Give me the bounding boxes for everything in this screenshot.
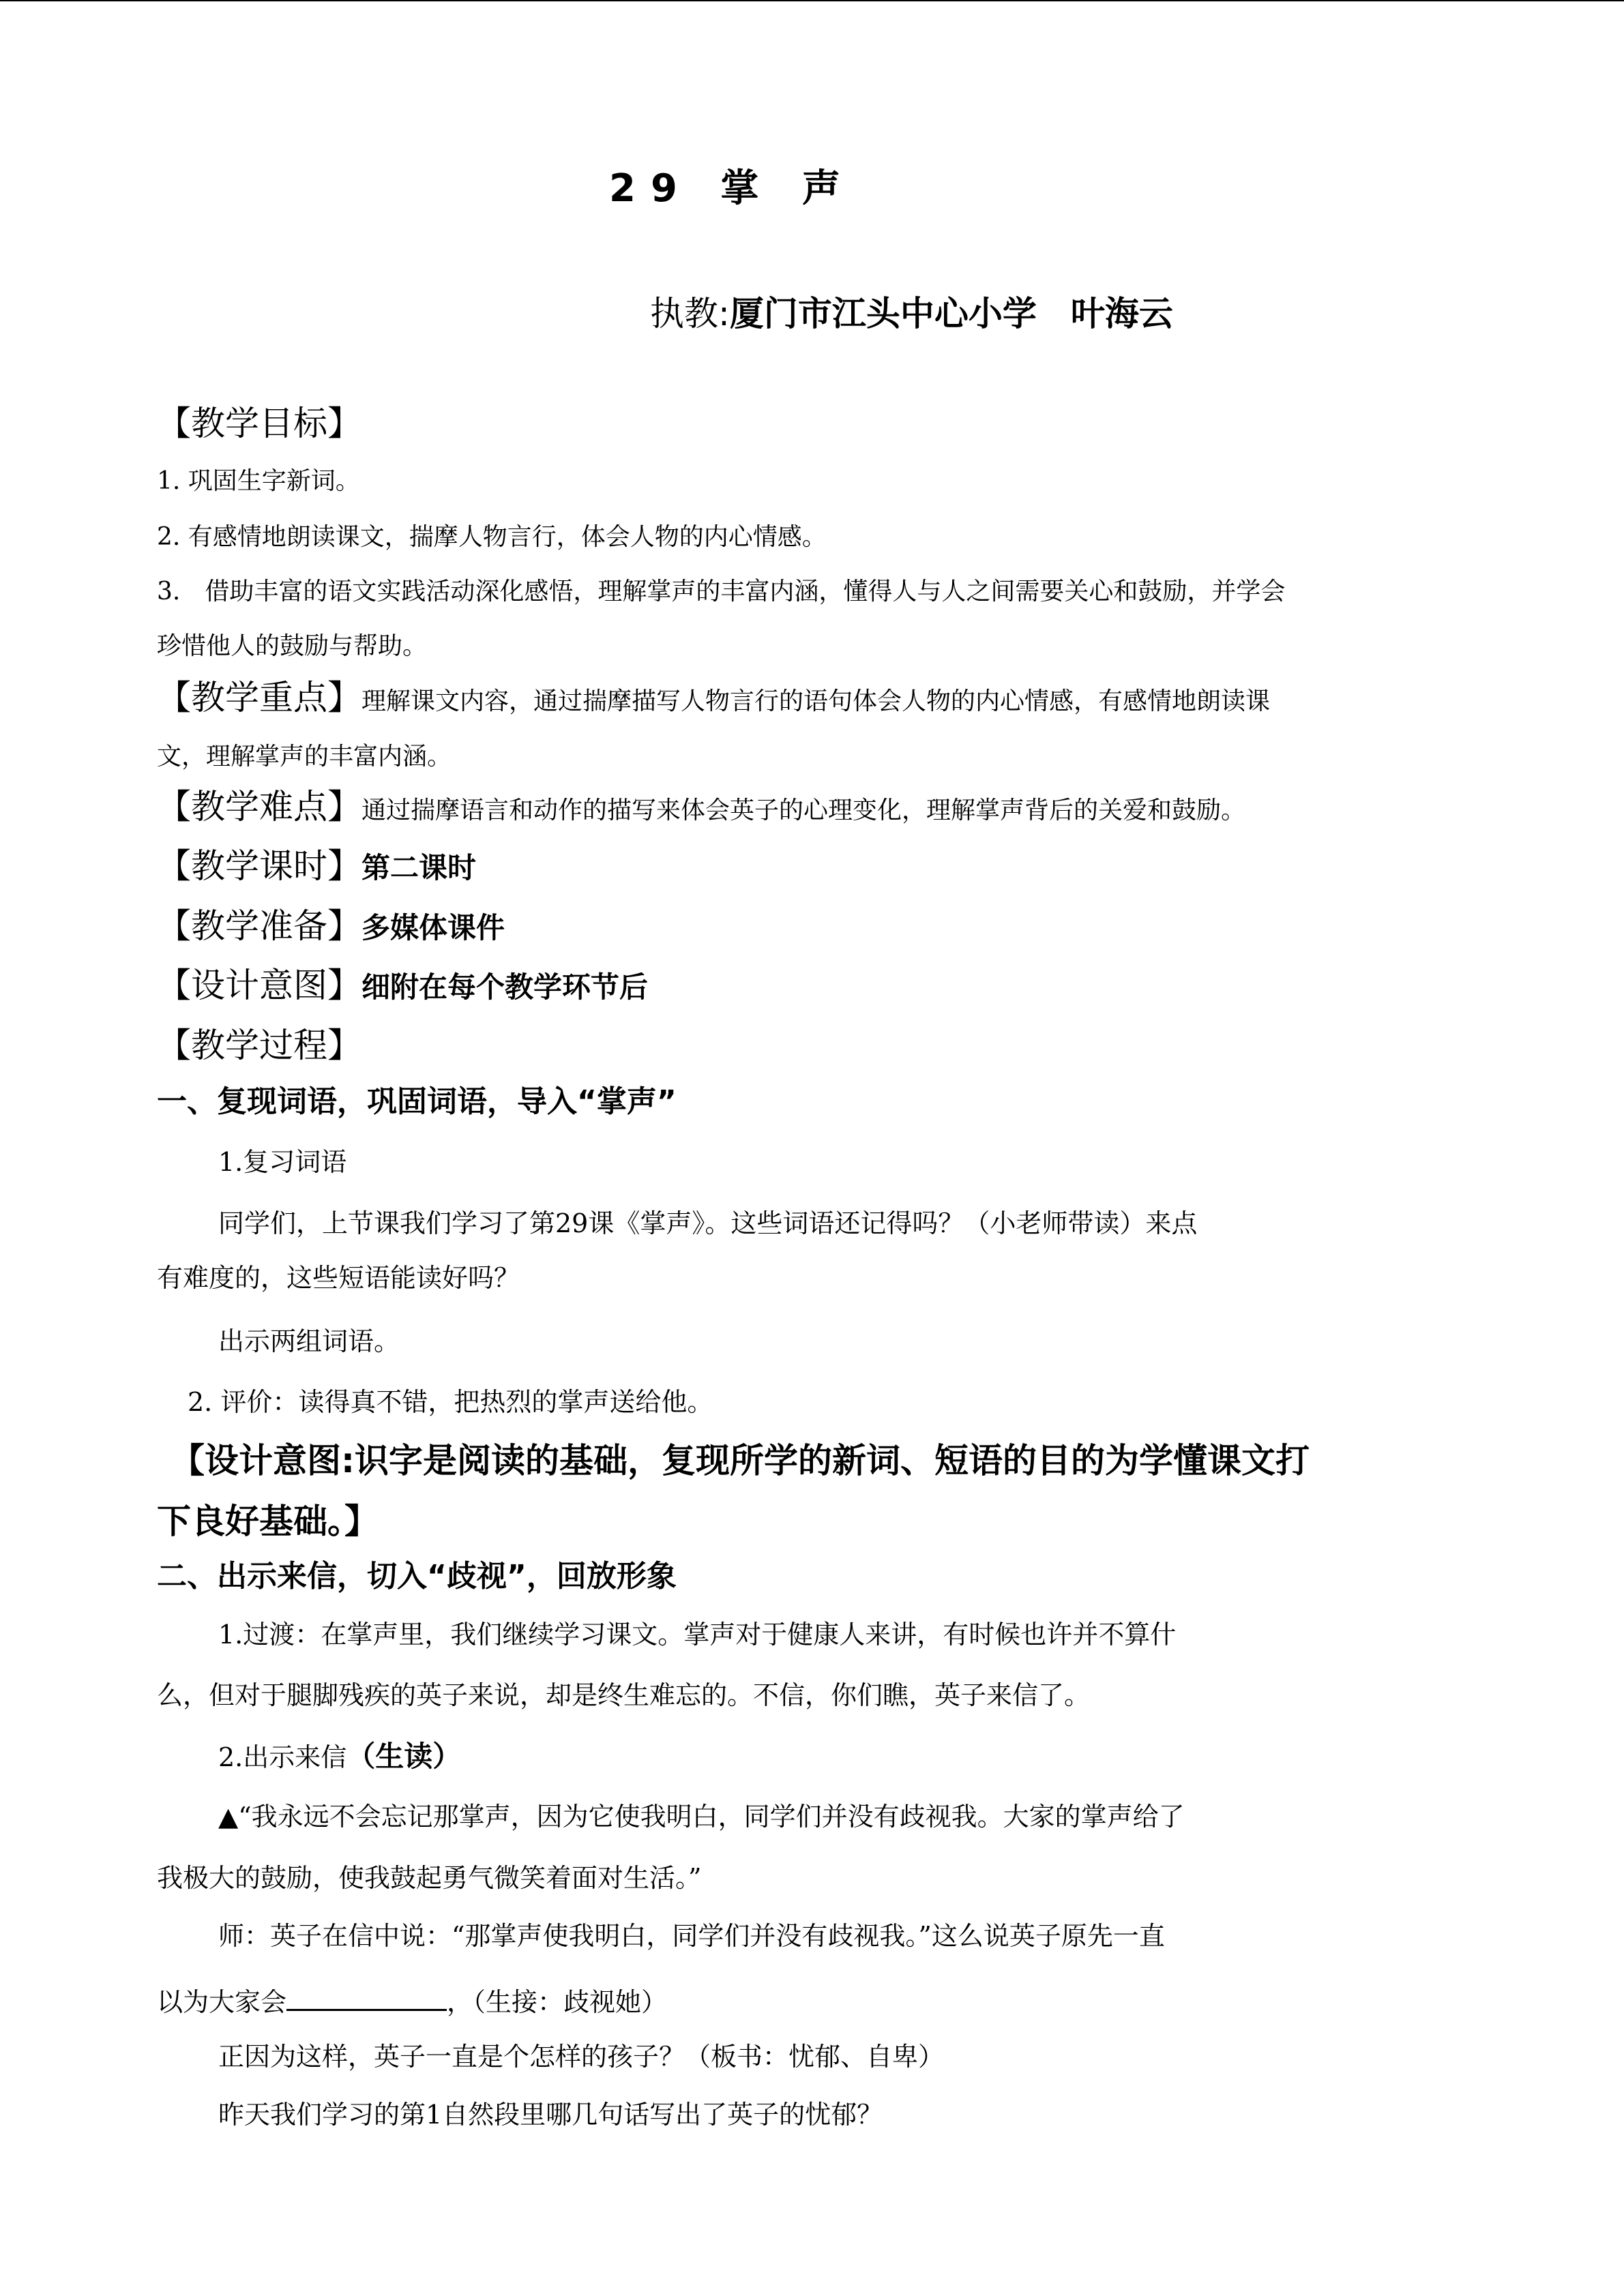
intent-heading: 【设计意图】 xyxy=(157,966,361,1005)
intent-line xyxy=(157,966,649,1005)
author-name: 厦门市江头中心小学 叶海云 xyxy=(729,294,1173,333)
process-heading: 【教学过程】 xyxy=(157,1026,361,1065)
focus-text-cont: 文，理解掌声的丰富内涵。 xyxy=(157,743,452,771)
section-2-para-1: 1.过渡：在掌声里，我们继续学习课文。掌声对于健康人来讲，有时候也许并不算什 xyxy=(218,1620,1177,1650)
difficulty-heading: 【教学难点】 xyxy=(157,787,361,826)
section-1-para-2: 出示两组词语。 xyxy=(218,1326,400,1356)
letter-quote: ▲“我永远不会忘记那掌声，因为它使我明白，同学们并没有歧视我。大家的掌声给了 xyxy=(218,1802,1185,1832)
section-1-para-1: 同学们，上节课我们学习了第29课《掌声》。这些词语还记得吗？（小老师带读）来点 xyxy=(218,1208,1198,1238)
focus-text: 理解课文内容，通过揣摩描写人物言行的语句体会人物的内心情感，有感情地朗读课 xyxy=(361,687,1271,715)
section-2-step-2 xyxy=(218,1742,461,1771)
section-2-para-1-cont: 么，但对于腿脚残疾的英子来说，却是终生难忘的。不信，你们瞧，英子来信了。 xyxy=(157,1680,1091,1710)
difficulty-line xyxy=(157,787,1246,826)
show-letter-label: 2.出示来信 xyxy=(218,1742,347,1772)
author-label: 执教: xyxy=(650,294,730,333)
students-read-label: （生读） xyxy=(346,1740,462,1773)
design-note-1-cont: 下良好基础。】 xyxy=(157,1502,379,1541)
teacher-line-4: 昨天我们学习的第1自然段里哪几句话写出了英子的忧郁？ xyxy=(218,2100,883,2130)
period-line xyxy=(157,846,477,886)
section-1-step-2: 2. 评价：读得真不错，把热烈的掌声送给他。 xyxy=(188,1387,713,1417)
intent-text: 细附在每个教学环节后 xyxy=(361,970,649,1004)
prep-line xyxy=(157,906,505,946)
period-text: 第二课时 xyxy=(361,851,477,884)
fill-in-prefix: 以为大家会 xyxy=(157,1987,287,2017)
top-border xyxy=(0,0,1624,1)
prep-text: 多媒体课件 xyxy=(361,911,505,944)
goals-heading: 【教学目标】 xyxy=(157,404,361,443)
section-1-title: 一、复现词语，巩固词语，导入“掌声” xyxy=(157,1084,677,1119)
section-1-para-1-cont: 有难度的，这些短语能读好吗？ xyxy=(157,1263,520,1293)
focus-line xyxy=(157,678,1271,717)
period-heading: 【教学课时】 xyxy=(157,846,361,886)
teacher-line-1: 师：英子在信中说：“那掌声使我明白，同学们并没有歧视我。”这么说英子原先一直 xyxy=(218,1921,1165,1951)
teacher-line-2 xyxy=(157,1984,667,2015)
fill-in-answer: ，（生接：歧视她） xyxy=(447,1987,668,2017)
letter-quote-cont: 我极大的鼓励，使我鼓起勇气微笑着面对生活。” xyxy=(157,1863,702,1893)
difficulty-text: 通过揣摩语言和动作的描写来体会英子的心理变化，理解掌声背后的关爱和鼓励。 xyxy=(361,796,1246,824)
teacher-line-3: 正因为这样，英子一直是个怎样的孩子？（板书：忧郁、自卑） xyxy=(218,2042,945,2072)
goal-item-3: 3. 借助丰富的语文实践活动深化感悟，理解掌声的丰富内涵，懂得人与人之间需要关心和鼓励，并学会 xyxy=(157,578,1286,606)
focus-heading: 【教学重点】 xyxy=(157,678,361,717)
section-2-title: 二、出示来信，切入“歧视”，回放形象 xyxy=(157,1559,677,1594)
fill-in-blank xyxy=(286,1984,447,2011)
goal-item-1: 1. 巩固生字新词。 xyxy=(157,467,360,495)
author-line xyxy=(650,286,1173,336)
design-note-1: 【设计意图:识字是阅读的基础，复现所学的新词、短语的目的为学懂课文打 xyxy=(171,1441,1310,1480)
lesson-title: 29 掌 声 xyxy=(609,166,855,211)
section-1-step-1: 1.复习词语 xyxy=(218,1147,347,1177)
prep-heading: 【教学准备】 xyxy=(157,906,361,946)
goal-item-3-cont: 珍惜他人的鼓励与帮助。 xyxy=(157,632,428,660)
goal-item-2: 2. 有感情地朗读课文，揣摩人物言行，体会人物的内心情感。 xyxy=(157,523,827,551)
